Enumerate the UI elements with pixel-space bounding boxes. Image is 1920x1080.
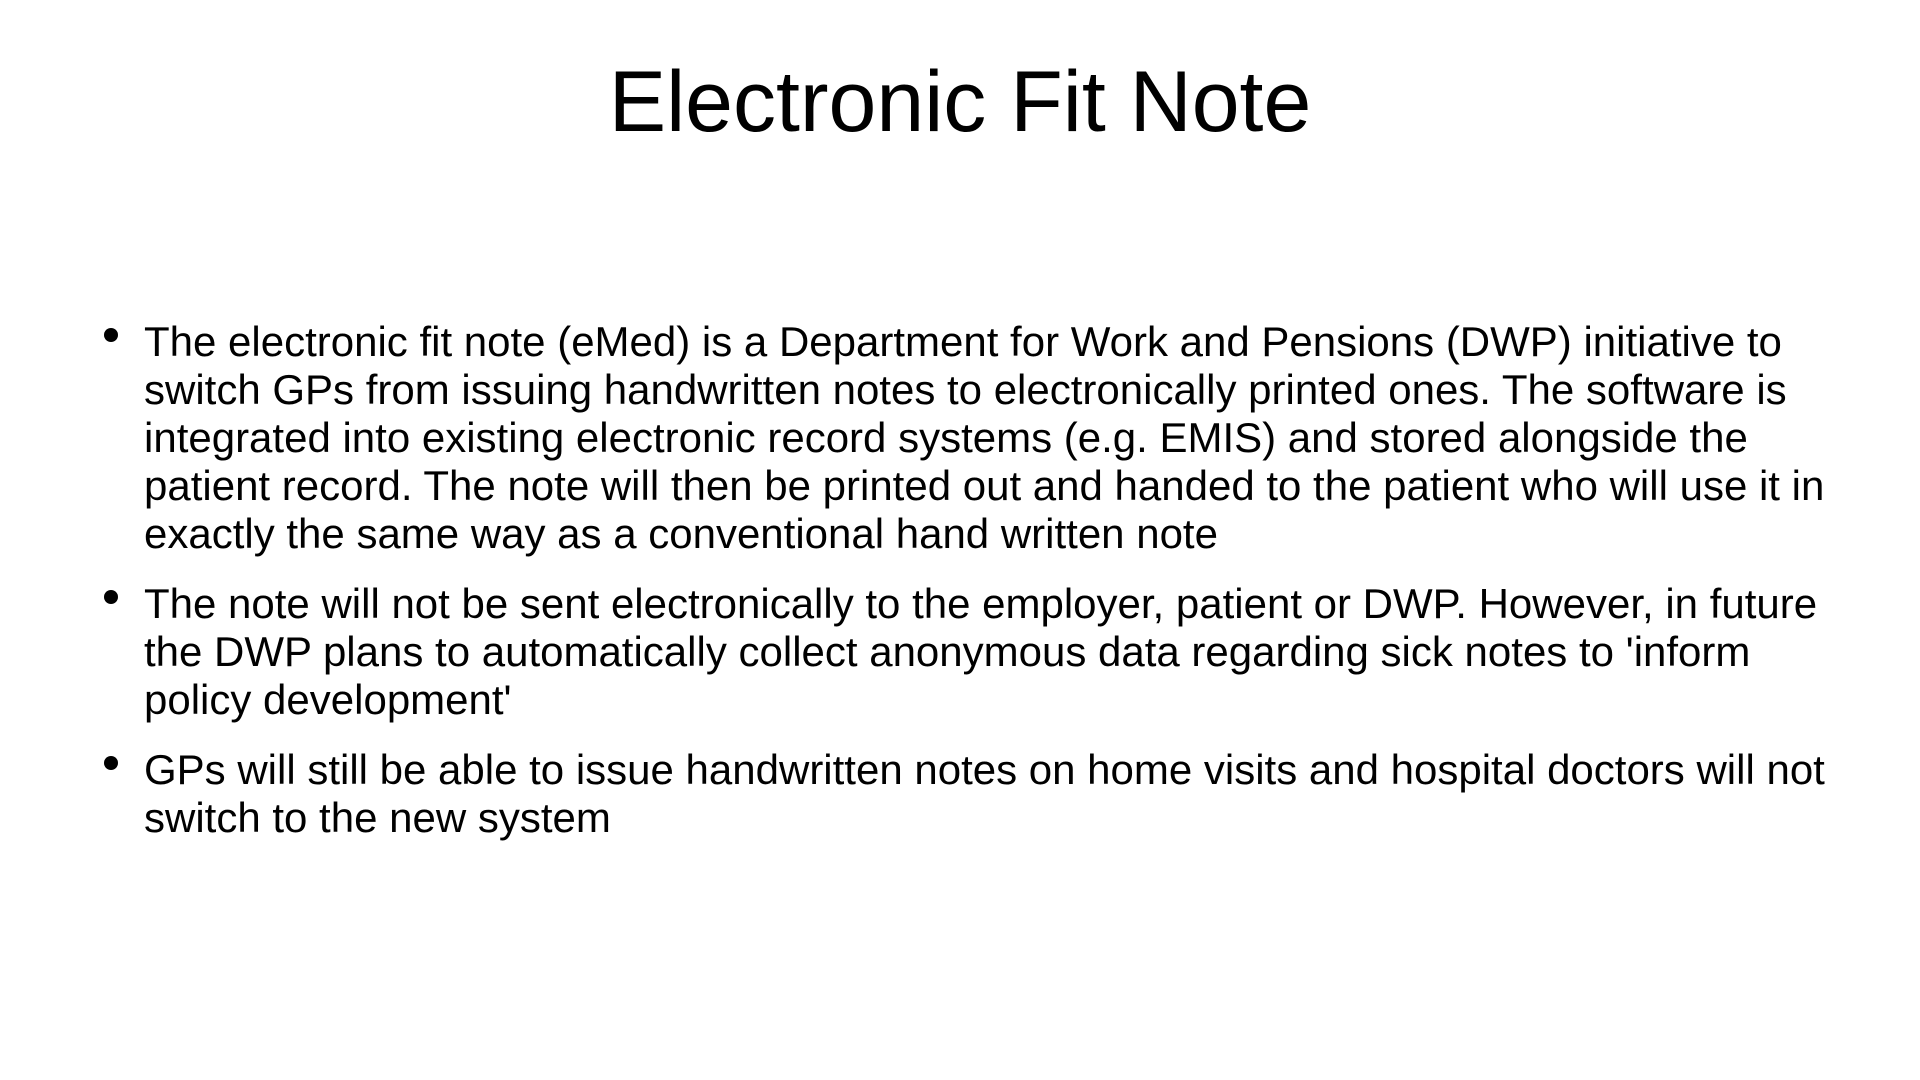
bullet-list (96, 318, 1836, 864)
bullet-text: GPs will still be able to issue handwritten notes on home visits and hospital doctors will not switch to the new system (144, 746, 1825, 841)
bullet-icon (104, 328, 118, 342)
bullet-icon (104, 756, 118, 770)
bullet-icon (104, 590, 118, 604)
bullet-item (96, 318, 1836, 558)
bullet-text: The note will not be sent electronically to the employer, patient or DWP. However, in future the DWP plans to automatically collect anonymous data regarding sick notes to 'inform policy development' (144, 580, 1818, 723)
bullet-text: The electronic fit note (eMed) is a Department for Work and Pensions (DWP) initiative to switch GPs from issuing handwritten notes to electronically printed ones. The software is integrated into existing electronic record systems (e.g. EMIS) and stored alongside the patient record. The note will then be printed out and handed to the patient who will use it in exactly the same way as a conventional hand written note (144, 318, 1825, 557)
slide-title: Electronic Fit Note (608, 54, 1312, 150)
bullet-item (96, 580, 1836, 724)
bullet-item (96, 746, 1836, 842)
